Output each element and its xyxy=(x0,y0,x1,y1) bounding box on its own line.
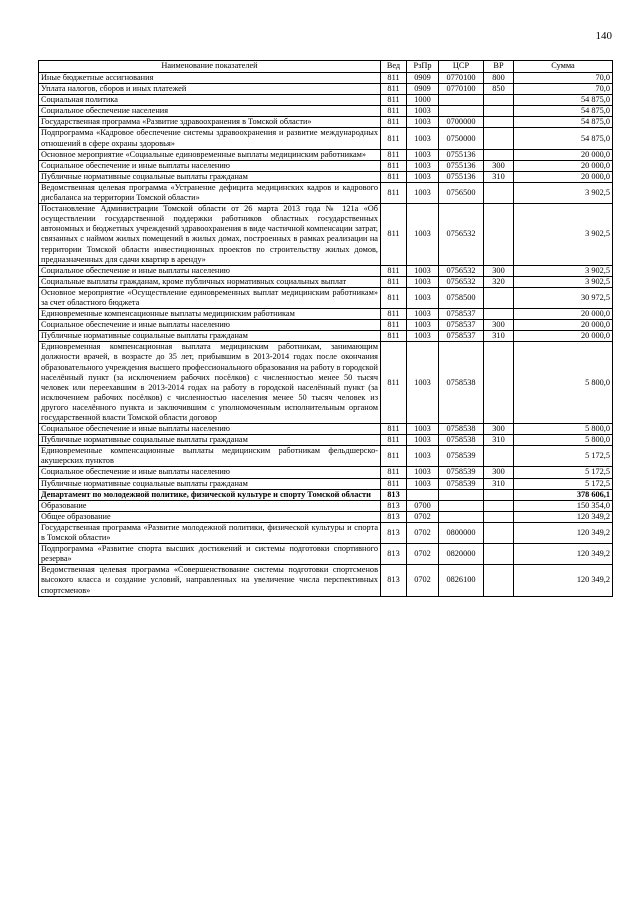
cell-vr xyxy=(484,342,514,424)
cell-csr xyxy=(439,489,484,500)
cell-vr xyxy=(484,511,514,522)
cell-rzpr: 0702 xyxy=(407,565,439,596)
cell-csr: 0758538 xyxy=(439,424,484,435)
cell-name: Ведомственная целевая программа «Устранение дефицита медицинских кадров и кадрового дисбаланса на территории Томской области» xyxy=(39,182,381,203)
cell-vr xyxy=(484,522,514,543)
cell-sum: 54 875,0 xyxy=(514,95,613,106)
table-row xyxy=(39,478,613,489)
cell-csr: 0756532 xyxy=(439,265,484,276)
cell-ved: 813 xyxy=(381,500,407,511)
cell-ved: 811 xyxy=(381,265,407,276)
cell-name: Единовременные компенсационные выплаты медицинским работникам фельдшерско-акушерских пунктов xyxy=(39,446,381,467)
cell-vr xyxy=(484,128,514,149)
cell-vr: 320 xyxy=(484,276,514,287)
cell-name: Государственная программа «Развитие здравоохранения в Томской области» xyxy=(39,117,381,128)
cell-ved: 813 xyxy=(381,489,407,500)
cell-csr: 0755136 xyxy=(439,149,484,160)
cell-csr: 0800000 xyxy=(439,522,484,543)
cell-name: Иные бюджетные ассигнования xyxy=(39,73,381,84)
cell-name: Уплата налогов, сборов и иных платежей xyxy=(39,84,381,95)
cell-name: Единовременные компенсационные выплаты медицинским работникам xyxy=(39,309,381,320)
cell-ved: 811 xyxy=(381,446,407,467)
cell-rzpr: 1003 xyxy=(407,276,439,287)
cell-sum: 5 172,5 xyxy=(514,478,613,489)
table-row xyxy=(39,320,613,331)
cell-csr xyxy=(439,511,484,522)
cell-ved: 811 xyxy=(381,84,407,95)
cell-ved: 811 xyxy=(381,182,407,203)
cell-csr: 0756532 xyxy=(439,204,484,266)
cell-vr: 300 xyxy=(484,424,514,435)
col-header-ved: Вед xyxy=(381,61,407,73)
cell-csr: 0758500 xyxy=(439,287,484,308)
cell-rzpr: 1003 xyxy=(407,424,439,435)
table-row xyxy=(39,106,613,117)
cell-vr xyxy=(484,489,514,500)
cell-vr: 800 xyxy=(484,73,514,84)
cell-vr xyxy=(484,309,514,320)
cell-vr xyxy=(484,446,514,467)
cell-sum: 120 349,2 xyxy=(514,522,613,543)
cell-csr: 0755136 xyxy=(439,160,484,171)
cell-csr: 0758539 xyxy=(439,446,484,467)
budget-table xyxy=(38,60,613,597)
cell-csr: 0758539 xyxy=(439,478,484,489)
cell-sum: 150 354,0 xyxy=(514,500,613,511)
table-row xyxy=(39,84,613,95)
cell-ved: 813 xyxy=(381,522,407,543)
cell-name: Публичные нормативные социальные выплаты гражданам xyxy=(39,331,381,342)
cell-rzpr: 1003 xyxy=(407,117,439,128)
table-header-row xyxy=(39,61,613,73)
cell-vr: 850 xyxy=(484,84,514,95)
cell-sum: 3 902,5 xyxy=(514,182,613,203)
cell-name: Основное мероприятие «Социальные единовременные выплаты медицинским работникам» xyxy=(39,149,381,160)
cell-rzpr: 0700 xyxy=(407,500,439,511)
cell-rzpr: 1003 xyxy=(407,128,439,149)
cell-vr: 310 xyxy=(484,331,514,342)
cell-rzpr: 1003 xyxy=(407,149,439,160)
cell-sum: 120 349,2 xyxy=(514,511,613,522)
cell-rzpr: 0909 xyxy=(407,84,439,95)
table-row xyxy=(39,331,613,342)
cell-name: Публичные нормативные социальные выплаты гражданам xyxy=(39,435,381,446)
cell-sum: 20 000,0 xyxy=(514,160,613,171)
cell-ved: 813 xyxy=(381,544,407,565)
cell-csr: 0770100 xyxy=(439,84,484,95)
table-row xyxy=(39,424,613,435)
cell-rzpr: 1000 xyxy=(407,95,439,106)
cell-sum: 20 000,0 xyxy=(514,331,613,342)
cell-csr: 0758538 xyxy=(439,435,484,446)
cell-name: Ведомственная целевая программа «Совершенствование системы подготовки спортсменов высокого класса и создание условий, направленных на увеличение числа перспективных спортсменов» xyxy=(39,565,381,596)
cell-rzpr: 0909 xyxy=(407,73,439,84)
table-row xyxy=(39,511,613,522)
cell-ved: 811 xyxy=(381,95,407,106)
page-number: 140 xyxy=(595,30,612,42)
cell-ved: 811 xyxy=(381,435,407,446)
cell-rzpr: 1003 xyxy=(407,204,439,266)
col-header-name: Наименование показателей xyxy=(39,61,381,73)
col-header-csr: ЦСР xyxy=(439,61,484,73)
cell-rzpr: 0702 xyxy=(407,511,439,522)
cell-rzpr: 1003 xyxy=(407,171,439,182)
cell-vr xyxy=(484,544,514,565)
cell-name: Образование xyxy=(39,500,381,511)
cell-sum: 5 172,5 xyxy=(514,446,613,467)
cell-name: Социальное обеспечение и иные выплаты населению xyxy=(39,160,381,171)
cell-vr: 300 xyxy=(484,265,514,276)
table-row xyxy=(39,182,613,203)
cell-csr: 0755136 xyxy=(439,171,484,182)
cell-name: Социальная политика xyxy=(39,95,381,106)
cell-name: Основное мероприятие «Осуществление единовременных выплат медицинским работникам» за счет областного бюджета xyxy=(39,287,381,308)
cell-csr: 0750000 xyxy=(439,128,484,149)
cell-sum: 54 875,0 xyxy=(514,128,613,149)
table-row xyxy=(39,265,613,276)
cell-sum: 70,0 xyxy=(514,73,613,84)
cell-sum: 70,0 xyxy=(514,84,613,95)
table-row xyxy=(39,95,613,106)
table-row xyxy=(39,276,613,287)
cell-rzpr: 1003 xyxy=(407,331,439,342)
cell-ved: 811 xyxy=(381,309,407,320)
cell-rzpr: 1003 xyxy=(407,320,439,331)
cell-ved: 811 xyxy=(381,128,407,149)
cell-vr xyxy=(484,149,514,160)
cell-csr: 0826100 xyxy=(439,565,484,596)
table-row xyxy=(39,287,613,308)
cell-ved: 811 xyxy=(381,171,407,182)
cell-name: Социальные выплаты гражданам, кроме публичных нормативных социальных выплат xyxy=(39,276,381,287)
cell-vr: 300 xyxy=(484,467,514,478)
cell-name: Единовременная компенсационная выплата медицинским работникам, занимающим должности врачей, в возрасте до 35 лет, прибывшим в 2013-2014 годах после окончания образовательного учреждения высшего профессионального образования на работу в городской населённый пункт (за исключением рабочих посёлков) с численностью менее 50 тысяч человек или переехавшим в 2013-2014 годах на работу в городской населённый пункт (за исключением рабочих посёлков) с численностью населения менее 50 тысяч человек из другого населённого пункта и заключившим с уполномоченным исполнительным органом государственной власти Томской области договор xyxy=(39,342,381,424)
cell-name: Публичные нормативные социальные выплаты гражданам xyxy=(39,478,381,489)
cell-csr xyxy=(439,106,484,117)
cell-name: Подпрограмма «Развитие спорта высших достижений и системы подготовки спортивного резерва» xyxy=(39,544,381,565)
col-header-vr: ВР xyxy=(484,61,514,73)
cell-ved: 813 xyxy=(381,511,407,522)
table-row xyxy=(39,544,613,565)
cell-csr: 0758537 xyxy=(439,331,484,342)
cell-rzpr: 1003 xyxy=(407,467,439,478)
cell-sum: 5 800,0 xyxy=(514,342,613,424)
cell-sum: 3 902,5 xyxy=(514,204,613,266)
cell-sum: 54 875,0 xyxy=(514,117,613,128)
cell-sum: 120 349,2 xyxy=(514,544,613,565)
cell-name: Подпрограмма «Кадровое обеспечение системы здравоохранения и развитие международных отношений в сфере охраны здоровья» xyxy=(39,128,381,149)
cell-csr: 0700000 xyxy=(439,117,484,128)
cell-csr: 0758539 xyxy=(439,467,484,478)
cell-rzpr: 1003 xyxy=(407,435,439,446)
cell-rzpr: 1003 xyxy=(407,287,439,308)
cell-sum: 30 972,5 xyxy=(514,287,613,308)
cell-ved: 811 xyxy=(381,320,407,331)
cell-rzpr xyxy=(407,489,439,500)
cell-ved: 813 xyxy=(381,565,407,596)
cell-sum: 5 172,5 xyxy=(514,467,613,478)
cell-sum: 120 349,2 xyxy=(514,565,613,596)
cell-vr: 300 xyxy=(484,160,514,171)
cell-rzpr: 0702 xyxy=(407,522,439,543)
cell-vr xyxy=(484,182,514,203)
table-row xyxy=(39,467,613,478)
cell-name: Социальное обеспечение населения xyxy=(39,106,381,117)
cell-name: Постановление Администрации Томской области от 26 марта 2013 года № 121а «Об осуществлении государственной поддержки работников областных государственных автономных и бюджетных учреждений здравоохранения в виде частичной компенсации затрат, связанных с наймом жилых помещений в жилых домах, построенных в рамках реализации на территории Томской области инвестиционных проектов по строительству жилых домов, предназначенных для сдачи квартир в аренду» xyxy=(39,204,381,266)
cell-sum: 20 000,0 xyxy=(514,320,613,331)
cell-vr xyxy=(484,117,514,128)
cell-rzpr: 1003 xyxy=(407,478,439,489)
cell-sum: 20 000,0 xyxy=(514,149,613,160)
table-row xyxy=(39,160,613,171)
table-row xyxy=(39,117,613,128)
cell-ved: 811 xyxy=(381,117,407,128)
cell-ved: 811 xyxy=(381,204,407,266)
cell-name: Социальное обеспечение и иные выплаты населению xyxy=(39,265,381,276)
table-row xyxy=(39,204,613,266)
col-header-rzpr: РзПр xyxy=(407,61,439,73)
cell-sum: 5 800,0 xyxy=(514,435,613,446)
cell-csr: 0756532 xyxy=(439,276,484,287)
table-row xyxy=(39,309,613,320)
cell-vr xyxy=(484,204,514,266)
cell-ved: 811 xyxy=(381,276,407,287)
cell-name: Социальное обеспечение и иные выплаты населению xyxy=(39,320,381,331)
cell-csr: 0758537 xyxy=(439,309,484,320)
cell-sum: 5 800,0 xyxy=(514,424,613,435)
cell-sum: 378 606,1 xyxy=(514,489,613,500)
table-row xyxy=(39,489,613,500)
cell-vr xyxy=(484,287,514,308)
cell-vr: 300 xyxy=(484,320,514,331)
cell-sum: 54 875,0 xyxy=(514,106,613,117)
cell-vr xyxy=(484,565,514,596)
cell-rzpr: 1003 xyxy=(407,160,439,171)
cell-csr: 0820000 xyxy=(439,544,484,565)
cell-csr xyxy=(439,95,484,106)
table-row xyxy=(39,500,613,511)
table-row xyxy=(39,435,613,446)
cell-ved: 811 xyxy=(381,424,407,435)
table-row xyxy=(39,522,613,543)
table-row xyxy=(39,128,613,149)
cell-ved: 811 xyxy=(381,478,407,489)
table-row xyxy=(39,171,613,182)
cell-ved: 811 xyxy=(381,467,407,478)
cell-sum: 20 000,0 xyxy=(514,309,613,320)
cell-rzpr: 1003 xyxy=(407,265,439,276)
cell-ved: 811 xyxy=(381,160,407,171)
cell-sum: 3 902,5 xyxy=(514,276,613,287)
table-row xyxy=(39,446,613,467)
cell-vr: 310 xyxy=(484,435,514,446)
cell-ved: 811 xyxy=(381,149,407,160)
table-row xyxy=(39,149,613,160)
cell-ved: 811 xyxy=(381,73,407,84)
cell-rzpr: 1003 xyxy=(407,106,439,117)
cell-ved: 811 xyxy=(381,287,407,308)
cell-ved: 811 xyxy=(381,342,407,424)
cell-ved: 811 xyxy=(381,106,407,117)
table-row xyxy=(39,73,613,84)
table-row xyxy=(39,342,613,424)
col-header-sum: Сумма xyxy=(514,61,613,73)
cell-vr xyxy=(484,500,514,511)
cell-vr: 310 xyxy=(484,171,514,182)
cell-csr: 0756500 xyxy=(439,182,484,203)
cell-name: Департамент по молодежной политике, физической культуре и спорту Томской области xyxy=(39,489,381,500)
table-row xyxy=(39,565,613,596)
cell-rzpr: 0702 xyxy=(407,544,439,565)
cell-vr xyxy=(484,106,514,117)
cell-rzpr: 1003 xyxy=(407,446,439,467)
cell-name: Публичные нормативные социальные выплаты гражданам xyxy=(39,171,381,182)
cell-name: Общее образование xyxy=(39,511,381,522)
cell-ved: 811 xyxy=(381,331,407,342)
cell-vr: 310 xyxy=(484,478,514,489)
cell-name: Социальное обеспечение и иные выплаты населению xyxy=(39,424,381,435)
cell-name: Государственная программа «Развитие молодежной политики, физической культуры и спорта в Томской области» xyxy=(39,522,381,543)
cell-csr: 0758537 xyxy=(439,320,484,331)
cell-rzpr: 1003 xyxy=(407,309,439,320)
cell-rzpr: 1003 xyxy=(407,182,439,203)
cell-csr: 0770100 xyxy=(439,73,484,84)
cell-csr: 0758538 xyxy=(439,342,484,424)
cell-sum: 20 000,0 xyxy=(514,171,613,182)
cell-rzpr: 1003 xyxy=(407,342,439,424)
cell-name: Социальное обеспечение и иные выплаты населению xyxy=(39,467,381,478)
cell-sum: 3 902,5 xyxy=(514,265,613,276)
cell-csr xyxy=(439,500,484,511)
cell-vr xyxy=(484,95,514,106)
